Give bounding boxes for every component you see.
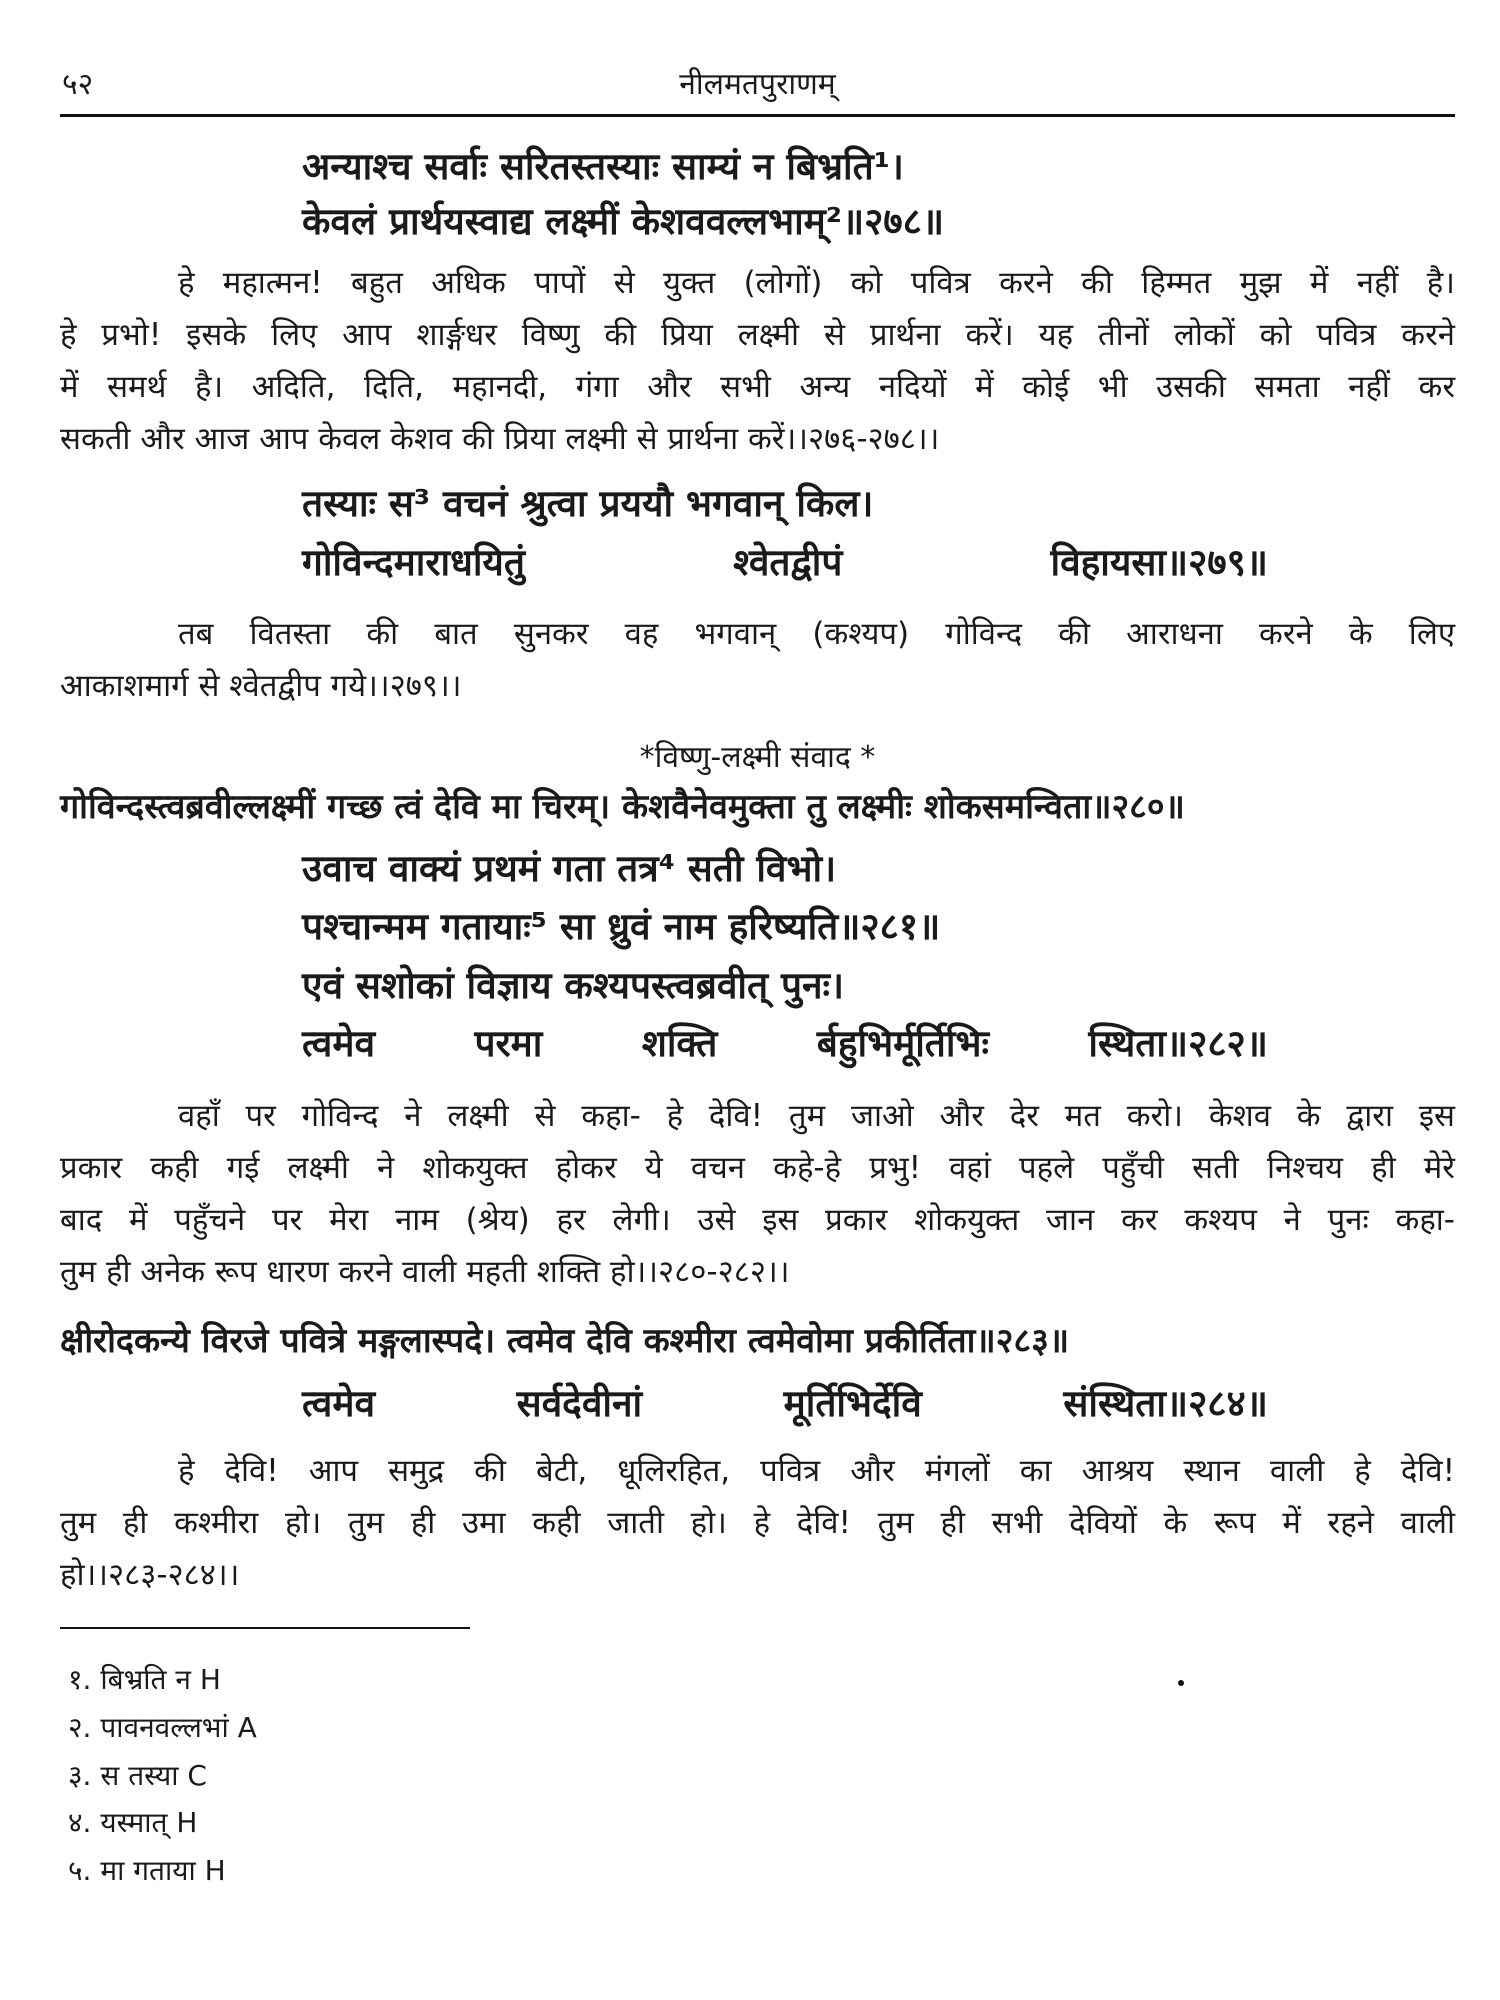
verse-word: शक्ति: [641, 1022, 718, 1065]
paragraph-line: तुम ही कश्मीरा हो। तुम ही उमा कही जाती हो। हे देवि! तुम ही सभी देवियों के रूप में रहने वाली: [60, 1505, 1455, 1541]
verse-line: गोविन्दस्त्वब्रवील्लक्ष्मीं गच्छ त्वं देवि मा चिरम्। केशवैनेवमुक्ता तु लक्ष्मीः शोकसमन्विता॥२८०॥: [60, 787, 1185, 827]
verse-word: मूर्तिभिर्देवि: [783, 1382, 922, 1425]
verse-line: उवाच वाक्यं प्रथमं गता तत्र⁴ सती विभो।: [302, 847, 837, 890]
verse-line: पश्चान्मम गतायाः⁵ सा ध्रुवं नाम हरिष्यति॥२८१॥: [302, 905, 941, 948]
paragraph-line: में समर्थ है। अदिति, दिति, महानदी, गंगा और सभी अन्य नदियों में कोई भी उसकी समता नहीं कर: [60, 369, 1455, 405]
book-page: [60, 0, 1455, 2000]
paragraph-line: हे महात्मन! बहुत अधिक पापों से युक्त (लोगों) को पवित्र करने की हिम्मत मुझ में नहीं है।: [178, 265, 1455, 301]
running-header: [60, 62, 1455, 112]
footnote: ३. स तस्या C: [68, 1759, 207, 1792]
paragraph-line: हे प्रभो! इसके लिए आप शार्ङ्गधर विष्णु की प्रिया लक्ष्मी से प्रार्थना करें। यह तीनों लोकों को पवित्र करने: [60, 317, 1455, 353]
verse-line: [302, 1382, 1268, 1425]
verse-word: स्थिता॥२८२॥: [1088, 1022, 1268, 1065]
page-number: ५२: [62, 67, 94, 102]
footnote: ५. मा गताया H: [68, 1854, 226, 1887]
verse-word: श्वेतद्वीपं: [733, 541, 843, 584]
verse-line: [302, 1022, 1268, 1065]
ink-speck: [1178, 1680, 1184, 1686]
translation-paragraph: [60, 1090, 1455, 1298]
footnote: १. बिभ्रति न H: [68, 1663, 221, 1696]
paragraph-line: वहाँ पर गोविन्द ने लक्ष्मी से कहा- हे देवि! तुम जाओ और देर मत करो। केशव के द्वारा इस: [178, 1098, 1455, 1134]
translation-paragraph: [60, 608, 1455, 712]
footnote-rule: [60, 1627, 470, 1629]
translation-paragraph: [60, 257, 1455, 465]
verse-line: केवलं प्रार्थयस्वाद्य लक्ष्मीं केशववल्लभाम्²॥२७८॥: [302, 200, 945, 243]
verse-word: र्बहुभिर्मूर्तिभिः: [816, 1022, 989, 1065]
footnote: २. पावनवल्लभां A: [68, 1711, 257, 1744]
section-subheading: *विष्णु-लक्ष्मी संवाद *: [639, 740, 876, 775]
paragraph-line: तब वितस्ता की बात सुनकर वह भगवान् (कश्यप) गोविन्द की आराधना करने के लिए: [178, 616, 1455, 652]
paragraph-line: तुम ही अनेक रूप धारण करने वाली महती शक्ति हो।।२८०-२८२।।: [60, 1254, 790, 1290]
footnote: ४. यस्मात् H: [68, 1806, 198, 1839]
paragraph-line: बाद में पहुँचने पर मेरा नाम (श्रेय) हर लेगी। उसे इस प्रकार शोकयुक्त जान कर कश्यप ने पुनः कहा-: [60, 1202, 1455, 1238]
verse-line: अन्याश्च सर्वाः सरितस्तस्याः साम्यं न बिभ्रति¹।: [302, 145, 904, 188]
verse-word: सर्वदेवीनां: [516, 1382, 643, 1425]
verse-word: त्वमेव: [302, 1382, 376, 1425]
header-rule: [60, 114, 1455, 117]
paragraph-line: सकती और आज आप केवल केशव की प्रिया लक्ष्मी से प्रार्थना करें।।२७६-२७८।।: [60, 421, 940, 457]
verse-line: एवं सशोकां विज्ञाय कश्यपस्त्वब्रवीत् पुनः।: [302, 964, 845, 1007]
paragraph-line: हे देवि! आप समुद्र की बेटी, धूलिरहित, पवित्र और मंगलों का आश्रय स्थान वाली हे देवि!: [178, 1453, 1455, 1489]
verse-word: परमा: [474, 1022, 543, 1065]
paragraph-line: हो।।२८३-२८४।।: [60, 1557, 240, 1593]
book-title: नीलमतपुराणम्: [679, 67, 836, 102]
paragraph-line: प्रकार कही गई लक्ष्मी ने शोकयुक्त होकर ये वचन कहे-हे प्रभु! वहां पहले पहुँची सती निश्चय ही मेरे: [60, 1150, 1455, 1186]
verse-line: तस्याः स³ वचनं श्रुत्वा प्रययौ भगवान् किल।: [302, 482, 874, 525]
verse-word: विहायसा॥२७९॥: [1050, 541, 1268, 584]
verse-word: त्वमेव: [302, 1022, 376, 1065]
verse-line: [302, 541, 1268, 584]
verse-line: क्षीरोदकन्ये विरजे पवित्रे मङ्गलास्पदे। त्वमेव देवि कश्मीरा त्वमेवोमा प्रकीर्तिता॥२८३॥: [60, 1321, 1070, 1361]
translation-paragraph: [60, 1445, 1455, 1601]
paragraph-line: आकाशमार्ग से श्वेतद्वीप गये।।२७९।।: [60, 668, 462, 704]
verse-word: संस्थिता॥२८४॥: [1063, 1382, 1268, 1425]
verse-word: गोविन्दमाराधयितुं: [302, 541, 525, 584]
